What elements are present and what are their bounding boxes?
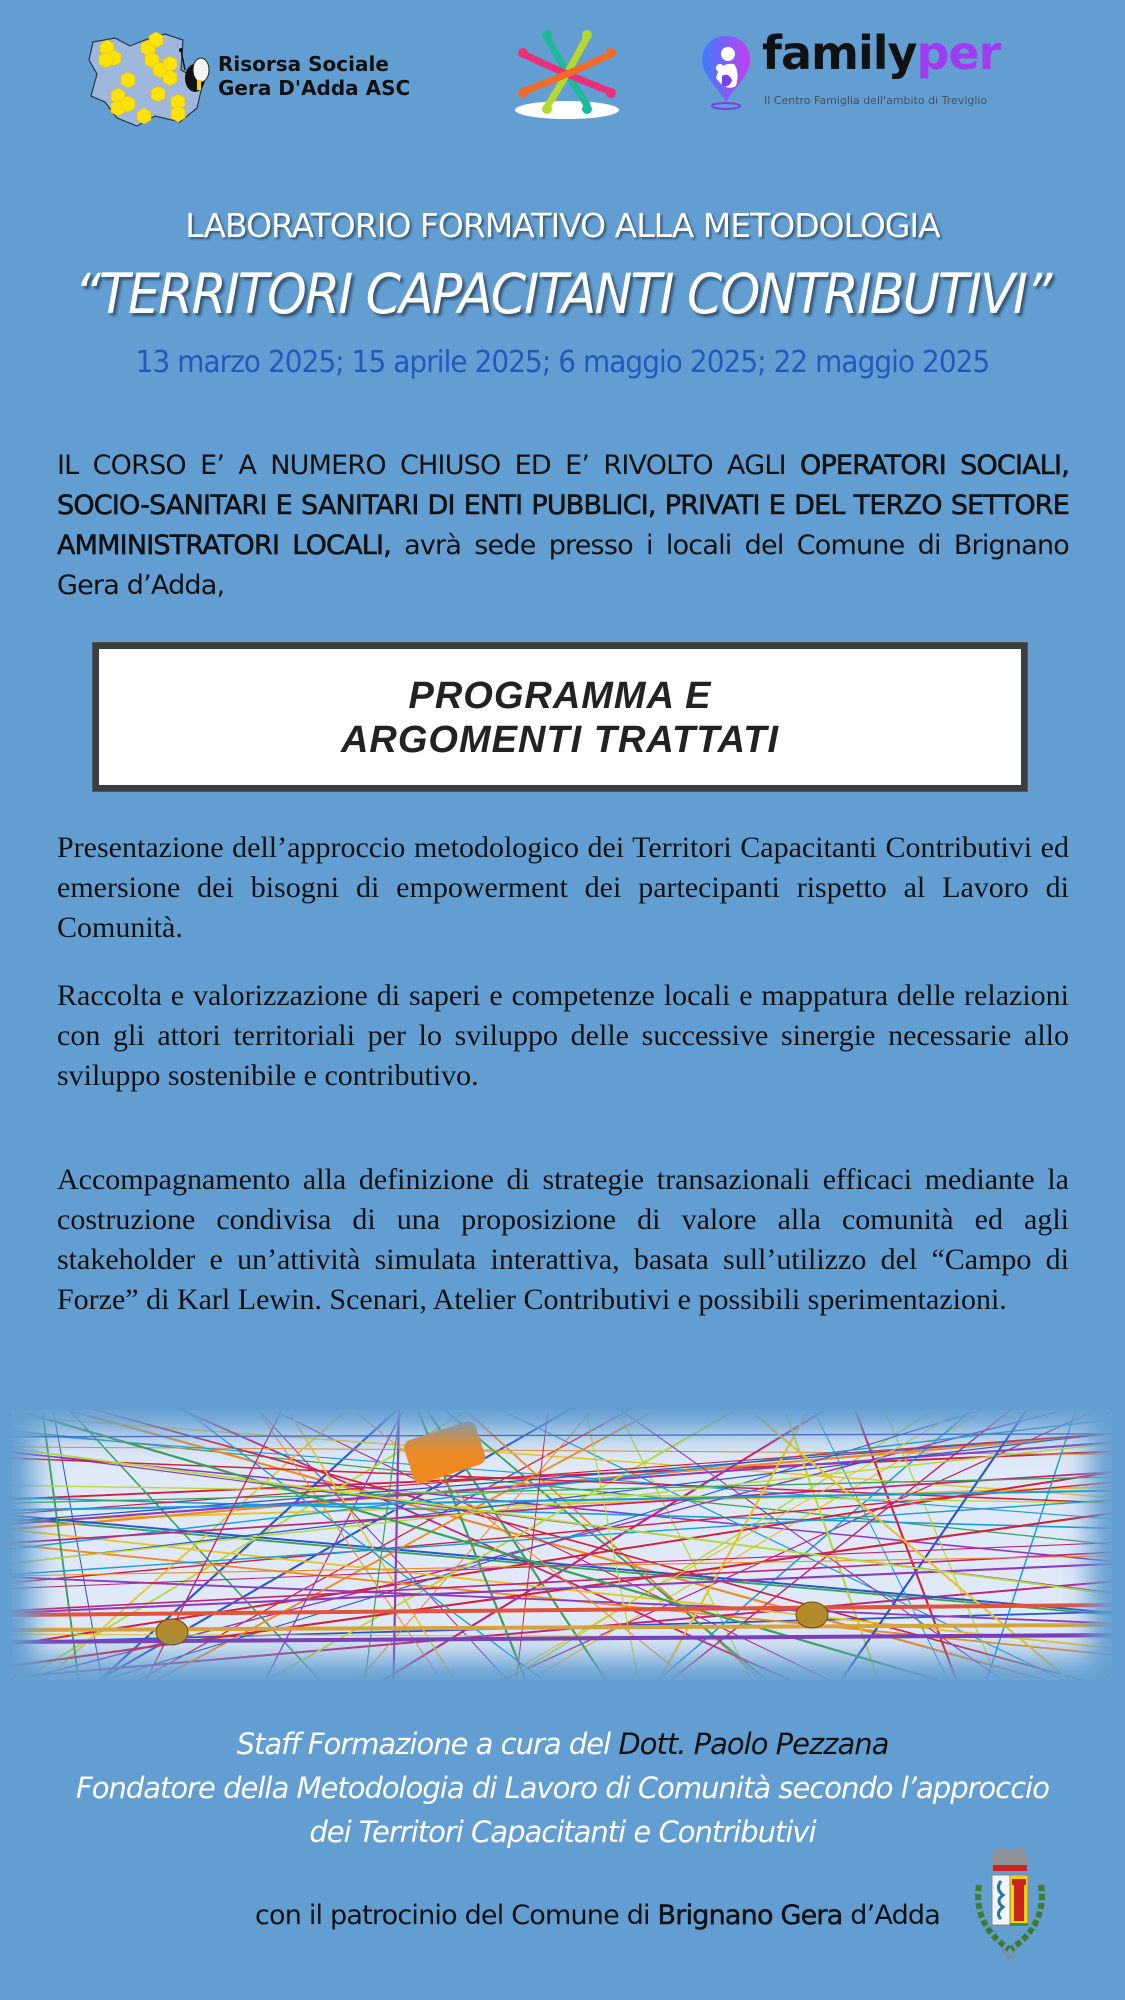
logo-familyper [700, 26, 1030, 122]
founder-line2: dei Territori Capacitanti e Contributivi [309, 1815, 816, 1849]
program-paragraph: Presentazione dell’approccio metodologico dei Territori Capacitanti Contributivi ed emersione dei bisogni di empowerment dei partecipanti rispetto al Lavoro di Comunità. [57, 831, 1069, 944]
risorsa-name-line2: Gera D'Adda ASC [218, 76, 411, 100]
familyper-word-accent: per [916, 26, 1001, 80]
patron-suffix: d’Adda [842, 1900, 940, 1931]
pin-head [796, 1602, 828, 1628]
staff-name: Dott. Paolo Pezzana [618, 1727, 889, 1761]
staff-prefix: Staff Formazione a cura del [236, 1727, 619, 1761]
intro-part1: IL CORSO E’ A NUMERO CHIUSO ED E’ RIVOLTO AGLI [57, 450, 800, 481]
patron-prefix: con il patrocinio del Comune di [254, 1900, 658, 1931]
pin-head [156, 1619, 188, 1645]
event-kicker: LABORATORIO FORMATIVO ALLA METODOLOGIA [185, 206, 940, 245]
event-dates: 13 marzo 2025; 15 aprile 2025; 6 maggio 2025; 22 maggio 2025 [135, 345, 990, 380]
logo-risorsa-sociale [85, 30, 425, 130]
people-circle-icon [505, 25, 630, 125]
patron-bold: Brignano Gera [657, 1900, 843, 1931]
threads-illustration [12, 1410, 1112, 1680]
event-title: “TERRITORI CAPACITANTI CONTRIBUTIVI” [74, 262, 1051, 326]
program-paragraph: Accompagnamento alla definizione di strategie transazionali efficaci mediante la costruzione condivisa di una proposizione di valore alla comunità ed agli stakeholder e un’attività simulata interattiva, basata sull’utilizzo del “Campo di Forze” di Karl Lewin. Scenari, Atelier Contributivi e possibili sperimentazioni. [57, 1163, 1069, 1316]
municipal-crest [965, 1845, 1055, 1965]
program-paragraph: Raccolta e valorizzazione di saperi e competenze locali e mappatura delle relazioni con gli attori territoriali per lo sviluppo delle successive sinergie necessarie allo sviluppo sostenibile e contributivo. [57, 979, 1069, 1092]
crest-icon [965, 1845, 1055, 1965]
risorsa-name-line1: Risorsa Sociale [218, 52, 389, 76]
patronage-line [0, 1900, 940, 1931]
colored-threads-image [12, 1410, 1112, 1680]
program-heading-box [93, 643, 1027, 791]
intro-part2: avrà sede presso i locali del Comune di Brignano Gera d’Adda, [57, 530, 1069, 601]
people-circle-logo [505, 25, 630, 125]
course-intro [57, 446, 1069, 606]
founder-line1: Fondatore della Metodologia di Lavoro di Comunità secondo l’approccio [76, 1771, 1049, 1805]
family-pin-icon [700, 32, 752, 112]
honeycomb-bee-icon [85, 30, 215, 130]
staff-credits [0, 1722, 1125, 1854]
program-heading-line2: ARGOMENTI TRATTATI [340, 719, 780, 761]
familyper-word-main: family [762, 26, 917, 80]
program-heading-line1: PROGRAMMA E [408, 675, 712, 717]
familyper-tagline: Il Centro Famiglia dell'ambito di Treviglio [764, 94, 988, 107]
familyper-wordmark [762, 26, 1000, 80]
intro-audience: OPERATORI SOCIALI, SOCIO-SANITARI E SANITARI DI ENTI PUBBLICI, PRIVATI E DEL TERZO SETTORE AMMINISTRATORI LOCALI, [57, 450, 1069, 561]
